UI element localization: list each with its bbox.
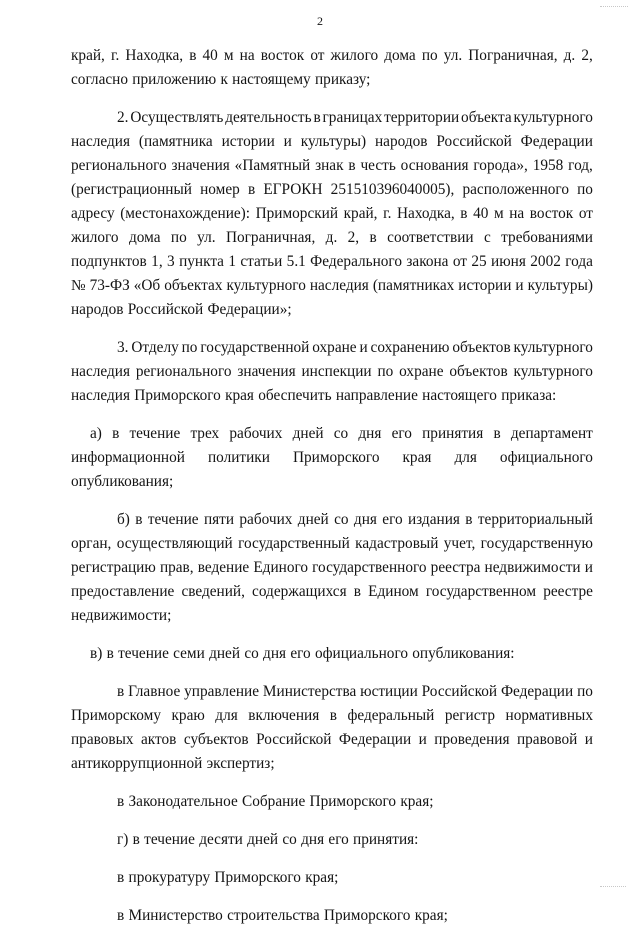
text-line bbox=[71, 604, 593, 628]
word: Отделу bbox=[131, 339, 179, 356]
word: восток bbox=[260, 47, 305, 64]
word: орган, bbox=[71, 535, 112, 552]
word: государственную bbox=[480, 535, 593, 552]
word: Едином bbox=[368, 583, 419, 600]
word: дней bbox=[292, 425, 324, 442]
word: пяти bbox=[203, 511, 235, 528]
word: приложению bbox=[132, 71, 217, 88]
word: 25 bbox=[471, 253, 487, 270]
word: по bbox=[170, 229, 187, 246]
word: со bbox=[282, 831, 297, 848]
word: настоящему bbox=[232, 71, 311, 88]
word: территориальный bbox=[477, 511, 593, 528]
word: течение bbox=[147, 511, 199, 528]
word: основания bbox=[400, 157, 469, 174]
word: значения bbox=[171, 157, 230, 174]
word: в bbox=[135, 511, 143, 528]
word: г. bbox=[110, 47, 120, 64]
word: жилого bbox=[330, 47, 379, 64]
word: сведений, bbox=[181, 583, 245, 600]
word: его bbox=[328, 831, 349, 848]
word: в bbox=[348, 157, 356, 174]
word: дней bbox=[247, 831, 279, 848]
paragraph-gap bbox=[71, 322, 593, 336]
word: года bbox=[565, 253, 593, 270]
word: значения bbox=[237, 363, 296, 380]
word: по bbox=[181, 339, 198, 356]
word: принятия bbox=[422, 425, 484, 442]
text-line bbox=[71, 274, 593, 298]
word: на bbox=[509, 205, 525, 222]
paragraph-gap bbox=[71, 776, 593, 790]
word: опубликования: bbox=[412, 645, 515, 662]
word: 2002 bbox=[530, 253, 561, 270]
word: подпунктов bbox=[71, 253, 147, 270]
word: в bbox=[189, 47, 197, 64]
word: Собрание bbox=[242, 793, 306, 810]
word: рабочих bbox=[239, 511, 293, 528]
paragraph-10 bbox=[71, 866, 593, 890]
word: наследия bbox=[71, 133, 130, 150]
word: края bbox=[225, 387, 254, 404]
page-number: 2 bbox=[317, 14, 323, 28]
word: Приморского bbox=[292, 449, 380, 466]
word: 251510396040005), bbox=[330, 181, 455, 198]
word: государственной bbox=[200, 339, 310, 356]
text-line bbox=[71, 68, 593, 92]
word: и bbox=[359, 339, 368, 356]
text-line bbox=[71, 752, 593, 776]
scan-edge-mark-bottom bbox=[600, 886, 626, 893]
word: по bbox=[577, 683, 593, 700]
word: народов bbox=[71, 301, 124, 318]
word: дней bbox=[209, 645, 241, 662]
text-line bbox=[71, 202, 593, 226]
text-line bbox=[71, 904, 593, 928]
word: течение bbox=[144, 831, 195, 848]
paragraph-gap bbox=[71, 628, 593, 642]
word: в bbox=[460, 205, 468, 222]
word: сохранению bbox=[370, 339, 450, 356]
word: Приморского bbox=[309, 793, 397, 810]
word: государственный bbox=[238, 535, 350, 552]
word: наследия bbox=[71, 363, 130, 380]
word: Федерации bbox=[338, 731, 412, 748]
word: по bbox=[421, 47, 438, 64]
word: в bbox=[313, 109, 321, 126]
word: Пограничная, bbox=[468, 47, 558, 64]
word: с bbox=[483, 229, 491, 246]
word: в bbox=[117, 683, 125, 700]
word: д. bbox=[325, 229, 338, 246]
word: 40 bbox=[473, 205, 489, 222]
word: культуры) bbox=[527, 277, 593, 294]
text-line bbox=[71, 422, 593, 446]
word: экспертиз; bbox=[206, 755, 275, 772]
word: Приморский bbox=[255, 205, 339, 222]
word: дня bbox=[353, 511, 377, 528]
word: г. bbox=[383, 205, 392, 222]
word: регистр bbox=[444, 707, 496, 724]
word: для bbox=[454, 449, 477, 466]
word: край, bbox=[71, 47, 105, 64]
word: знак bbox=[315, 157, 344, 174]
word: Федерального bbox=[310, 253, 402, 270]
word: со bbox=[244, 645, 259, 662]
word: Министерства bbox=[262, 683, 357, 700]
word: по bbox=[577, 181, 593, 198]
text-line bbox=[71, 226, 593, 250]
word: честь bbox=[360, 157, 396, 174]
text-line bbox=[71, 642, 593, 666]
word: д. bbox=[563, 47, 576, 64]
word: 1 bbox=[228, 253, 237, 270]
word: «Памятный bbox=[234, 157, 311, 174]
word: реестра bbox=[430, 559, 481, 576]
word: в bbox=[353, 583, 361, 600]
text-line bbox=[71, 580, 593, 604]
word: 1958 bbox=[532, 157, 564, 174]
word: семи bbox=[173, 645, 205, 662]
word: течение bbox=[118, 645, 169, 662]
text-line bbox=[71, 446, 593, 470]
text-line bbox=[71, 532, 593, 556]
word: Законодательное bbox=[128, 793, 238, 810]
word: культурного bbox=[513, 109, 593, 126]
paragraph-gap bbox=[71, 890, 593, 904]
word: июня bbox=[491, 253, 526, 270]
word: настоящего bbox=[422, 387, 497, 404]
word: департамент bbox=[510, 425, 593, 442]
paragraph-8 bbox=[71, 790, 593, 814]
word: Находка, bbox=[125, 47, 184, 64]
word: и bbox=[584, 559, 593, 576]
word: номер bbox=[200, 181, 240, 198]
word: г) bbox=[117, 831, 129, 848]
word: Министерство bbox=[128, 907, 223, 924]
word: инспекции bbox=[301, 363, 372, 380]
word: прав, bbox=[159, 559, 194, 576]
word: «Об bbox=[133, 277, 161, 294]
word: рабочих bbox=[229, 425, 283, 442]
word: регистрацию bbox=[71, 559, 156, 576]
word: Федерации bbox=[520, 133, 593, 150]
word: объекта bbox=[461, 109, 512, 126]
word: в bbox=[106, 645, 114, 662]
word: обеспечить bbox=[258, 387, 332, 404]
word: течение bbox=[129, 425, 181, 442]
word: регионального bbox=[71, 157, 167, 174]
word: 40 bbox=[202, 47, 218, 64]
word: дома bbox=[384, 47, 416, 64]
text-line bbox=[71, 106, 593, 130]
word: в bbox=[247, 181, 256, 198]
scan-edge-mark bbox=[600, 6, 628, 11]
paragraph-3 bbox=[71, 336, 593, 408]
text-line bbox=[71, 130, 593, 154]
word: в bbox=[132, 831, 140, 848]
word: политики bbox=[207, 449, 270, 466]
word: наследия bbox=[71, 387, 130, 404]
word: дня bbox=[301, 831, 325, 848]
text-line bbox=[71, 384, 593, 408]
word: включения bbox=[248, 707, 320, 724]
text-line bbox=[71, 556, 593, 580]
word: культурного bbox=[513, 339, 593, 356]
word: Главное bbox=[128, 683, 181, 700]
document-body bbox=[71, 44, 593, 928]
word: Находка, bbox=[397, 205, 455, 222]
word: информационной bbox=[71, 449, 185, 466]
word: Единого bbox=[253, 559, 309, 576]
word: прокуратуру bbox=[128, 869, 211, 886]
word: от bbox=[578, 205, 593, 222]
word: дней bbox=[297, 511, 329, 528]
word: официального bbox=[499, 449, 593, 466]
text-line bbox=[71, 178, 593, 202]
word: в bbox=[117, 869, 125, 886]
word: правовой bbox=[516, 731, 578, 748]
word: (местонахождение): bbox=[120, 205, 251, 222]
word: приказу; bbox=[314, 71, 371, 88]
word: Российской bbox=[127, 301, 204, 318]
word: б) bbox=[117, 511, 130, 528]
word: пункта bbox=[179, 253, 224, 270]
word: недвижимости bbox=[484, 559, 581, 576]
word: (памятниках bbox=[372, 277, 455, 294]
word: осуществляющий bbox=[116, 535, 233, 552]
word: и bbox=[283, 133, 292, 150]
word: дня bbox=[358, 425, 382, 442]
word: 1, bbox=[151, 253, 163, 270]
word: № bbox=[71, 277, 86, 294]
word: объектов bbox=[449, 363, 508, 380]
word: правовых bbox=[71, 731, 134, 748]
word: и bbox=[418, 731, 427, 748]
word: 3. bbox=[117, 339, 129, 356]
word: приказа: bbox=[501, 387, 557, 404]
word: край, bbox=[343, 205, 378, 222]
word: Российской bbox=[436, 133, 512, 150]
word: и bbox=[515, 277, 524, 294]
word: объектах bbox=[164, 277, 223, 294]
word: по bbox=[377, 363, 394, 380]
word: регионального bbox=[135, 363, 232, 380]
word: деятельность bbox=[225, 109, 312, 126]
word: адресу bbox=[71, 205, 115, 222]
word: истории bbox=[221, 133, 275, 150]
word: народов bbox=[375, 133, 428, 150]
word: и bbox=[584, 731, 593, 748]
text-line bbox=[71, 250, 593, 274]
word: Приморского bbox=[214, 869, 301, 886]
word: управление bbox=[184, 683, 260, 700]
word: культурного bbox=[513, 363, 593, 380]
word: 2, bbox=[347, 229, 360, 246]
word: со bbox=[334, 511, 349, 528]
word: края bbox=[402, 449, 432, 466]
word: десяти bbox=[199, 831, 243, 848]
paragraph-gap bbox=[71, 666, 593, 680]
word: в bbox=[329, 707, 337, 724]
word: от bbox=[452, 253, 467, 270]
word: восток bbox=[529, 205, 574, 222]
word: а) bbox=[90, 425, 102, 442]
word: нормативных bbox=[505, 707, 593, 724]
word: проведения bbox=[434, 731, 510, 748]
word: 2, bbox=[581, 47, 593, 64]
paragraph-gap bbox=[71, 494, 593, 508]
paragraph-6 bbox=[71, 642, 593, 666]
word: для bbox=[215, 707, 238, 724]
word: учет, bbox=[443, 535, 476, 552]
word: строительства bbox=[227, 907, 320, 924]
word: в bbox=[465, 511, 473, 528]
word: антикоррупционной bbox=[71, 755, 203, 772]
word: Российской bbox=[421, 683, 498, 700]
word: дня bbox=[263, 645, 287, 662]
text-line bbox=[71, 154, 593, 178]
word: территории bbox=[384, 109, 460, 126]
word: закона bbox=[406, 253, 449, 270]
paragraph-gap bbox=[71, 92, 593, 106]
paragraph-7 bbox=[71, 680, 593, 776]
word: в bbox=[369, 229, 377, 246]
text-line bbox=[71, 336, 593, 360]
word: Приморского bbox=[134, 387, 221, 404]
word: расположенного bbox=[462, 181, 569, 198]
word: к bbox=[220, 71, 228, 88]
word: федеральный bbox=[347, 707, 435, 724]
word: 3 bbox=[167, 253, 175, 270]
word: объектов bbox=[452, 339, 511, 356]
word: в bbox=[112, 425, 120, 442]
word: м bbox=[493, 205, 504, 222]
word: ЕГРОКН bbox=[263, 181, 323, 198]
text-line bbox=[71, 790, 593, 814]
paragraph-5 bbox=[71, 508, 593, 628]
word: трех bbox=[190, 425, 220, 442]
word: Пограничная, bbox=[225, 229, 316, 246]
text-line bbox=[71, 298, 593, 322]
word: границах bbox=[322, 109, 383, 126]
word: Российской bbox=[256, 731, 332, 748]
word: (памятника bbox=[138, 133, 213, 150]
word: ул. bbox=[197, 229, 216, 246]
word: жилого bbox=[71, 229, 119, 246]
paragraph-gap bbox=[71, 852, 593, 866]
paragraph-2 bbox=[71, 106, 593, 322]
word: в bbox=[117, 907, 125, 924]
word: в bbox=[493, 425, 501, 442]
word: на bbox=[239, 47, 255, 64]
text-line bbox=[71, 508, 593, 532]
word: культуры) bbox=[300, 133, 367, 150]
word: принятия: bbox=[353, 831, 419, 848]
word: ул. bbox=[443, 47, 463, 64]
paragraph-gap bbox=[71, 408, 593, 422]
text-line bbox=[71, 44, 593, 68]
text-line bbox=[71, 828, 593, 852]
word: направление bbox=[335, 387, 418, 404]
word: кадастровый bbox=[355, 535, 439, 552]
word: охране bbox=[399, 363, 444, 380]
word: Приморскому bbox=[71, 707, 161, 724]
word: охране bbox=[312, 339, 357, 356]
text-line bbox=[71, 704, 593, 728]
word: год, bbox=[568, 157, 593, 174]
word: 73-ФЗ bbox=[89, 277, 130, 294]
word: предоставление bbox=[71, 583, 175, 600]
paragraph-11 bbox=[71, 904, 593, 928]
word: от bbox=[310, 47, 325, 64]
word: издания bbox=[407, 511, 460, 528]
paragraph-gap bbox=[71, 814, 593, 828]
word: его bbox=[391, 425, 412, 442]
word: края; bbox=[305, 869, 339, 886]
word: его bbox=[290, 645, 311, 662]
word: требованиями bbox=[501, 229, 593, 246]
word: со bbox=[333, 425, 349, 442]
word: наследия bbox=[309, 277, 369, 294]
word: его bbox=[382, 511, 403, 528]
word: края; bbox=[414, 907, 448, 924]
word: юстиции bbox=[360, 683, 418, 700]
word: опубликования; bbox=[71, 473, 174, 490]
word: реестре bbox=[543, 583, 593, 600]
text-line bbox=[71, 680, 593, 704]
word: статьи bbox=[240, 253, 283, 270]
word: 5.1 bbox=[286, 253, 306, 270]
word: краю bbox=[171, 707, 205, 724]
word: в bbox=[117, 793, 125, 810]
paragraph-4 bbox=[71, 422, 593, 494]
word: соответствии bbox=[387, 229, 474, 246]
word: государственном bbox=[425, 583, 537, 600]
word: актов bbox=[141, 731, 177, 748]
text-line bbox=[71, 866, 593, 890]
word: края; bbox=[400, 793, 434, 810]
word: официального bbox=[314, 645, 408, 662]
word: содержащихся bbox=[252, 583, 347, 600]
word: недвижимости; bbox=[71, 607, 172, 624]
word: истории bbox=[458, 277, 512, 294]
word: субъектов bbox=[183, 731, 249, 748]
text-line bbox=[71, 728, 593, 752]
text-line bbox=[71, 470, 593, 494]
word: культурного bbox=[226, 277, 306, 294]
word: в) bbox=[90, 645, 103, 662]
word: согласно bbox=[71, 71, 128, 88]
paragraph-1 bbox=[71, 44, 593, 92]
word: (регистрационный bbox=[71, 181, 192, 198]
word: 2. bbox=[117, 109, 129, 126]
word: Осуществлять bbox=[130, 109, 224, 126]
word: м bbox=[223, 47, 234, 64]
text-line bbox=[71, 360, 593, 384]
word: Федерации bbox=[500, 683, 574, 700]
word: города», bbox=[473, 157, 528, 174]
paragraph-9 bbox=[71, 828, 593, 852]
word: дома bbox=[128, 229, 161, 246]
word: Приморского bbox=[323, 907, 411, 924]
word: ведение bbox=[197, 559, 250, 576]
word: государственного bbox=[312, 559, 427, 576]
word: Федерации»; bbox=[207, 301, 292, 318]
